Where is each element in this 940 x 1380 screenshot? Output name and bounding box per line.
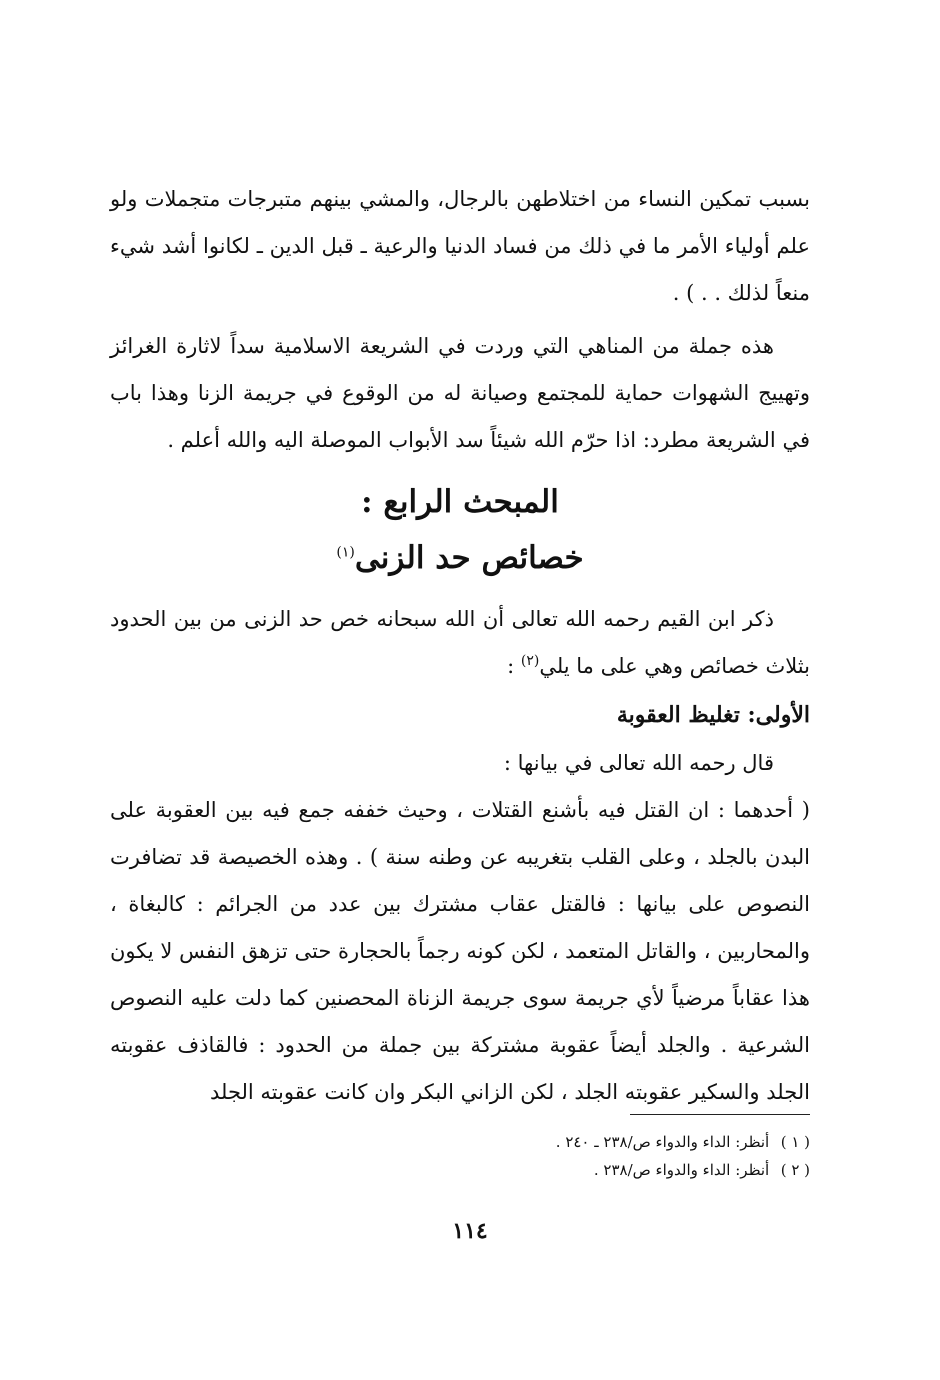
section-heading-title: خصائص حد الزنى: [354, 540, 584, 576]
footnotes: [110, 1128, 810, 1184]
footnote-1-text: أنظر: الداء والدواء ص/٢٣٨ ـ ٢٤٠ .: [555, 1133, 770, 1151]
paragraph-2: هذه جملة من المناهي التي وردت في الشريعة الاسلامية سداً لاثارة الغرائز وتهييج الشهوات حماية للمجتمع وصيانة له من الوقوع في جريمة الزنا وهذا باب في الشريعة مطرد: اذا حرّم الله شيئاً سد الأبواب الموصلة اليه والله أعلم .: [110, 334, 810, 452]
paragraph-4: قال رحمه الله تعالى في بيانها :: [503, 751, 774, 775]
section-heading-line1: المبحث الرابع :: [361, 484, 559, 520]
footnote-1-number: ( ١ ): [780, 1133, 810, 1151]
paragraph-3-end: :: [507, 654, 515, 678]
footnote-ref-2: (٢): [520, 653, 540, 669]
footnote-2-number: ( ٢ ): [780, 1161, 810, 1179]
subheading-first: الأولى: تغليظ العقوبة: [616, 702, 810, 728]
paragraph-3-text: ذكر ابن القيم رحمه الله تعالى أن الله سبحانه خص حد الزنى من بين الحدود بثلاث خصائص وهي على ما يلي: [110, 607, 810, 678]
footnote-divider: [630, 1114, 810, 1115]
footnote-ref-1: (١): [336, 544, 355, 561]
page-number: ١١٤: [452, 1218, 488, 1244]
footnote-2: [110, 1156, 810, 1184]
paragraph-3: [110, 596, 810, 690]
page-body: [110, 176, 810, 1116]
paragraph-5: ( أحدهما : ان القتل فيه بأشنع القتلات ، وحيث خففه جمع فيه بين العقوبة على البدن بالجلد ، وعلى القلب بتغريبه عن وطنه سنة ) . وهذه الخصيصة قد تضافرت النصوص على بيانها : فالقتل عقاب مشترك بين عدد من الجرائم : كالبغاة ، والمحاربين ، والقاتل المتعمد ، لكن كونه رجماً بالحجارة حتى تزهق النفس لا يكون هذا عقاباً مرضياً لأي جريمة سوى جريمة الزناة المحصنين كما دلت عليه النصوص الشرعية . والجلد أيضاً عقوبة مشتركة بين جملة من الحدود : فالقاذف عقوبته الجلد والسكير عقوبته الجلد ، لكن الزاني البكر وان كانت عقوبته الجلد: [110, 798, 810, 1104]
section-heading-line2: [110, 530, 810, 586]
footnote-2-text: أنظر: الداء والدواء ص/٢٣٨ .: [593, 1161, 770, 1179]
footnote-1: [110, 1128, 810, 1156]
paragraph-1: بسبب تمكين النساء من اختلاطهن بالرجال، والمشي بينهم متبرجات متجملات ولو علم أولياء الأمر ما في ذلك من فساد الدنيا والرعية ـ قبل الدين ـ لكانوا أشد شيء منعاً لذلك . . ) .: [110, 187, 810, 305]
